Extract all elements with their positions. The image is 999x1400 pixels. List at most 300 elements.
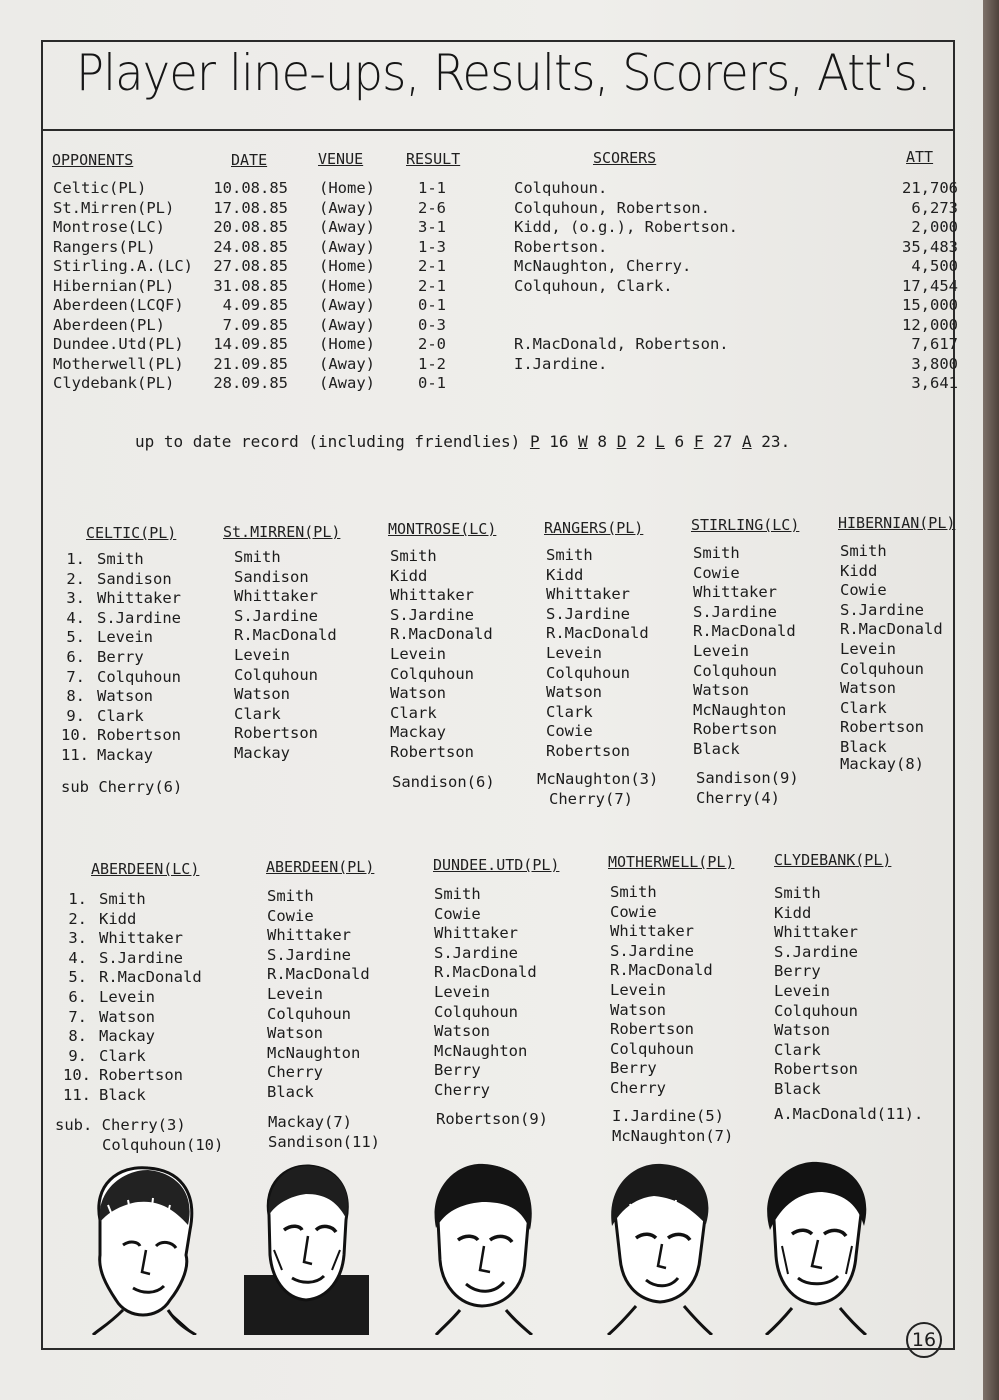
player-name: Berry bbox=[97, 647, 144, 666]
lineup-player bbox=[546, 585, 649, 605]
lineup-players bbox=[434, 885, 537, 1101]
lineup-number: 11. bbox=[61, 745, 89, 764]
player-name: R.MacDonald bbox=[434, 963, 537, 982]
lineup-player bbox=[693, 564, 796, 584]
player-name: Sandison bbox=[234, 567, 309, 586]
player-name: Clark bbox=[546, 702, 593, 721]
lineup-player bbox=[840, 718, 943, 738]
player-name: R.MacDonald bbox=[99, 968, 202, 987]
player-name: Watson bbox=[97, 687, 153, 706]
player-name: Colquhoun bbox=[546, 663, 630, 682]
result-date: 20.08.85 bbox=[213, 218, 288, 236]
player-name: Clark bbox=[840, 698, 887, 717]
lineup-number: 5. bbox=[68, 968, 87, 987]
player-name: Levein bbox=[99, 987, 155, 1006]
lineup-player bbox=[434, 983, 537, 1003]
player-name: R.MacDonald bbox=[840, 620, 943, 639]
player-name: Whittaker bbox=[99, 929, 183, 948]
lineup-player bbox=[267, 965, 370, 985]
player-portrait-2 bbox=[244, 1160, 369, 1335]
player-name: Smith bbox=[434, 885, 481, 903]
sub-line bbox=[392, 772, 495, 792]
lineup-player bbox=[390, 704, 493, 724]
player-name: Cowie bbox=[840, 581, 887, 600]
player-portrait-1 bbox=[78, 1160, 208, 1335]
player-name: McNaughton bbox=[267, 1043, 361, 1062]
player-name: Colquhoun bbox=[774, 1001, 858, 1020]
lineup-player bbox=[610, 1040, 713, 1060]
lineup-player bbox=[693, 662, 796, 682]
lineup-player bbox=[63, 949, 202, 969]
lineup-player bbox=[693, 544, 796, 564]
lineup-player bbox=[267, 1063, 370, 1083]
lineup-player bbox=[61, 589, 181, 609]
result-attendance: 15,000 bbox=[902, 296, 958, 314]
player-name: Robertson bbox=[234, 724, 318, 743]
player-name: Smith bbox=[97, 550, 144, 568]
player-name: Cherry bbox=[610, 1078, 666, 1097]
player-name: Colquhoun bbox=[267, 1004, 351, 1023]
lineup-player bbox=[546, 605, 649, 625]
lineup-player bbox=[390, 743, 493, 763]
header-opponents: OPPONENTS bbox=[52, 151, 134, 169]
player-name: S.Jardine bbox=[99, 948, 183, 967]
lineup-player bbox=[774, 962, 858, 982]
player-name: Clark bbox=[97, 706, 144, 725]
player-name: Colquhoun bbox=[693, 661, 777, 680]
lineup-player bbox=[61, 687, 181, 707]
result-date: 28.09.85 bbox=[213, 374, 288, 392]
lineup-player bbox=[61, 550, 181, 570]
player-name: Sandison bbox=[97, 569, 172, 588]
lineup-player bbox=[234, 685, 337, 705]
lineup-player bbox=[434, 1022, 537, 1042]
lineup-player bbox=[434, 1003, 537, 1023]
lineup-player bbox=[234, 587, 337, 607]
lineup-player bbox=[610, 903, 713, 923]
player-name: S.Jardine bbox=[267, 945, 351, 964]
lineup-player bbox=[390, 665, 493, 685]
lineup-player bbox=[390, 567, 493, 587]
result-opponent: Hibernian(PL) bbox=[53, 276, 175, 295]
player-name: Whittaker bbox=[693, 583, 777, 602]
player-name: Colquhoun bbox=[390, 664, 474, 683]
lineup-player bbox=[434, 905, 537, 925]
result-venue: (Home) bbox=[319, 335, 375, 353]
lineup-player bbox=[267, 926, 370, 946]
result-attendance: 2,000 bbox=[911, 218, 958, 236]
lineup-player bbox=[61, 628, 181, 648]
player-name: Kidd bbox=[774, 903, 812, 922]
player-name: R.MacDonald bbox=[610, 961, 713, 980]
player-name: Levein bbox=[97, 628, 153, 647]
player-name: McNaughton bbox=[693, 700, 787, 719]
player-name: R.MacDonald bbox=[267, 965, 370, 984]
player-name: Watson bbox=[840, 679, 896, 698]
record-prefix: up to date record (including friendlies) bbox=[135, 432, 521, 451]
lineup-player bbox=[610, 942, 713, 962]
sub-label: sub. bbox=[55, 1116, 102, 1134]
sub-line bbox=[537, 769, 658, 789]
sub-player: McNaughton(3) bbox=[537, 770, 659, 788]
sub-player: Sandison(6) bbox=[392, 773, 495, 791]
lineup-player bbox=[267, 907, 370, 927]
result-opponent: Rangers(PL) bbox=[53, 237, 156, 256]
record-f-label: F bbox=[693, 432, 704, 451]
lineup-player bbox=[61, 668, 181, 688]
player-name: Smith bbox=[546, 546, 593, 564]
lineup-player bbox=[610, 1020, 713, 1040]
lineup-player bbox=[693, 681, 796, 701]
lineup-player bbox=[840, 699, 943, 719]
player-name: Whittaker bbox=[234, 587, 318, 606]
lineup-player bbox=[63, 1047, 202, 1067]
player-name: S.Jardine bbox=[693, 602, 777, 621]
lineup-number: 2. bbox=[66, 569, 85, 588]
lineup-number: 10. bbox=[61, 726, 89, 745]
lineup-player bbox=[61, 570, 181, 590]
player-name: Robertson bbox=[390, 742, 474, 761]
sub-line bbox=[55, 1135, 223, 1155]
lineup-player bbox=[693, 622, 796, 642]
result-scorers: R.MacDonald, Robertson. bbox=[514, 335, 729, 353]
lineup-number: 1. bbox=[66, 550, 85, 568]
lineup-player bbox=[774, 923, 858, 943]
player-name: R.MacDonald bbox=[546, 624, 649, 643]
result-scorers: Colquhoun, Clark. bbox=[514, 276, 673, 295]
lineup-player bbox=[840, 679, 943, 699]
result-score: 1-2 bbox=[418, 354, 446, 373]
lineup-player bbox=[546, 703, 649, 723]
player-name: S.Jardine bbox=[97, 608, 181, 627]
sub-player: Colquhoun(10) bbox=[102, 1136, 224, 1154]
lineup-players bbox=[693, 544, 796, 760]
sub-player: Cherry(7) bbox=[549, 790, 633, 808]
record-d-label: D bbox=[616, 432, 627, 451]
lineup-player bbox=[840, 562, 943, 582]
lineup-player bbox=[63, 1027, 202, 1047]
result-opponent: Dundee.Utd(PL) bbox=[53, 335, 184, 353]
record-won: 8 bbox=[597, 432, 608, 451]
lineup-player bbox=[267, 946, 370, 966]
lineup-player bbox=[546, 722, 649, 742]
result-attendance: 21,706 bbox=[902, 179, 958, 197]
lineup-player bbox=[267, 1024, 370, 1044]
lineup-player bbox=[390, 547, 493, 567]
player-name: Levein bbox=[693, 641, 749, 660]
lineup-player bbox=[693, 583, 796, 603]
lineup-player bbox=[63, 929, 202, 949]
player-name: Black bbox=[693, 739, 740, 758]
result-venue: (Home) bbox=[319, 276, 375, 295]
lineup-player bbox=[267, 1083, 370, 1103]
lineup-player bbox=[234, 626, 337, 646]
lineup-subs bbox=[55, 1115, 223, 1155]
lineup-player bbox=[267, 985, 370, 1005]
lineup-header: DUNDEE.UTD(PL) bbox=[433, 856, 560, 874]
lineup-player bbox=[434, 924, 537, 944]
lineup-player bbox=[267, 1044, 370, 1064]
player-name: Berry bbox=[610, 1059, 657, 1078]
lineup-player bbox=[63, 988, 202, 1008]
result-score: 2-1 bbox=[418, 257, 446, 275]
lineup-header: CLYDEBANK(PL) bbox=[774, 851, 892, 869]
player-name: Robertson bbox=[774, 1060, 858, 1079]
result-opponent: Clydebank(PL) bbox=[53, 374, 175, 392]
lineup-header: ABERDEEN(PL) bbox=[266, 858, 375, 876]
player-name: Cowie bbox=[434, 904, 481, 923]
player-name: Kidd bbox=[390, 566, 428, 585]
player-name: S.Jardine bbox=[234, 606, 318, 625]
record-p-label: P bbox=[529, 432, 540, 451]
lineup-player bbox=[840, 601, 943, 621]
sub-line bbox=[436, 1109, 548, 1129]
lineup-player bbox=[63, 1066, 202, 1086]
lineup-player bbox=[546, 624, 649, 644]
sub-player: A.MacDonald(11). bbox=[774, 1105, 924, 1123]
lineup-subs bbox=[696, 768, 799, 808]
player-name: Smith bbox=[610, 883, 657, 901]
result-venue: (Away) bbox=[319, 374, 375, 392]
lineup-player bbox=[840, 640, 943, 660]
player-name: Levein bbox=[610, 980, 666, 999]
player-name: S.Jardine bbox=[390, 605, 474, 624]
player-name: Watson bbox=[693, 681, 749, 700]
player-name: Watson bbox=[390, 684, 446, 703]
lineup-player bbox=[63, 1086, 202, 1106]
result-venue: (Home) bbox=[319, 179, 375, 197]
player-name: Colquhoun bbox=[97, 667, 181, 686]
player-name: Colquhoun bbox=[840, 659, 924, 678]
player-name: Whittaker bbox=[774, 923, 858, 942]
lineup-subs bbox=[612, 1106, 733, 1146]
sub-line bbox=[268, 1112, 380, 1132]
result-opponent: Motherwell(PL) bbox=[53, 354, 184, 373]
lineup-player bbox=[63, 910, 202, 930]
player-name: Watson bbox=[546, 683, 602, 702]
lineup-number: 9. bbox=[66, 706, 85, 725]
lineup-number: 2. bbox=[68, 909, 87, 928]
player-name: Berry bbox=[774, 962, 821, 981]
lineup-player bbox=[434, 1061, 537, 1081]
lineup-player bbox=[546, 742, 649, 762]
result-venue: (Away) bbox=[319, 198, 375, 217]
lineup-player bbox=[390, 625, 493, 645]
player-name: Smith bbox=[390, 547, 437, 565]
sub-line bbox=[612, 1126, 733, 1146]
lineup-header: STIRLING(LC) bbox=[691, 516, 800, 534]
result-score: 0-3 bbox=[418, 315, 446, 334]
player-name: Watson bbox=[267, 1024, 323, 1043]
result-attendance: 4,500 bbox=[911, 257, 958, 275]
player-name: Black bbox=[267, 1082, 314, 1101]
header-result: RESULT bbox=[406, 150, 461, 168]
player-name: Mackay bbox=[99, 1027, 155, 1046]
lineup-number: 11. bbox=[63, 1085, 91, 1104]
lineup-player bbox=[610, 961, 713, 981]
player-name: Kidd bbox=[840, 561, 878, 580]
lineup-subs bbox=[537, 769, 658, 809]
player-name: R.MacDonald bbox=[390, 625, 493, 644]
lineup-player bbox=[390, 606, 493, 626]
lineup-player bbox=[390, 586, 493, 606]
lineup-player bbox=[774, 1002, 858, 1022]
player-name: Smith bbox=[774, 884, 821, 902]
lineup-player bbox=[774, 884, 858, 904]
player-name: Levein bbox=[434, 982, 490, 1001]
player-name: Robertson bbox=[693, 720, 777, 739]
lineup-player bbox=[610, 981, 713, 1001]
lineup-number: 3. bbox=[68, 929, 87, 948]
result-attendance: 6,273 bbox=[911, 198, 958, 217]
record-drawn: 2 bbox=[635, 432, 646, 451]
lineup-player bbox=[546, 566, 649, 586]
lineup-number: 10. bbox=[63, 1066, 91, 1085]
lineup-number: 8. bbox=[66, 687, 85, 706]
header-scorers: SCORERS bbox=[593, 149, 657, 167]
lineup-player bbox=[610, 1059, 713, 1079]
player-name: Whittaker bbox=[434, 924, 518, 943]
result-venue: (Home) bbox=[319, 257, 375, 275]
lineup-player bbox=[434, 1042, 537, 1062]
lineup-player bbox=[610, 922, 713, 942]
player-name: Levein bbox=[390, 644, 446, 663]
player-name: Robertson bbox=[97, 726, 181, 745]
player-portrait-3 bbox=[420, 1160, 545, 1335]
lineup-player bbox=[434, 1081, 537, 1101]
record-for: 27 bbox=[713, 432, 733, 451]
lineup-player bbox=[63, 890, 202, 910]
player-name: Black bbox=[774, 1079, 821, 1098]
player-portrait-4 bbox=[596, 1160, 721, 1335]
result-opponent: Aberdeen(LCQF) bbox=[53, 296, 184, 314]
lineup-subs bbox=[840, 754, 924, 774]
player-name: Cowie bbox=[610, 902, 657, 921]
lineup-players bbox=[61, 550, 181, 766]
result-opponent: Aberdeen(PL) bbox=[53, 315, 165, 334]
player-name: Mackay bbox=[234, 743, 290, 762]
player-name: Smith bbox=[840, 542, 887, 560]
lineup-number: 1. bbox=[68, 890, 87, 908]
season-record bbox=[135, 432, 790, 451]
player-name: Whittaker bbox=[97, 589, 181, 608]
player-name: Cowie bbox=[267, 906, 314, 925]
result-date: 17.08.85 bbox=[213, 198, 288, 217]
lineup-header: MOTHERWELL(PL) bbox=[608, 853, 735, 871]
result-score: 3-1 bbox=[418, 218, 446, 236]
lineup-players bbox=[234, 548, 337, 764]
lineup-player bbox=[774, 1021, 858, 1041]
lineup-header: RANGERS(PL) bbox=[544, 519, 644, 537]
lineup-subs bbox=[774, 1104, 923, 1124]
sub-player: Cherry(4) bbox=[696, 789, 780, 807]
lineup-subs bbox=[268, 1112, 380, 1152]
lineup-number: 6. bbox=[68, 987, 87, 1006]
player-name: Robertson bbox=[840, 718, 924, 737]
player-name: Cowie bbox=[546, 722, 593, 741]
lineup-player bbox=[390, 723, 493, 743]
player-name: Clark bbox=[390, 703, 437, 722]
lineup-subs bbox=[61, 777, 182, 797]
result-opponent: Stirling.A.(LC) bbox=[53, 257, 193, 275]
lineup-player bbox=[774, 1080, 858, 1100]
header-att: ATT bbox=[906, 148, 934, 166]
lineup-player bbox=[840, 581, 943, 601]
sub-line bbox=[612, 1106, 733, 1126]
result-date: 24.08.85 bbox=[213, 237, 288, 256]
lineup-number: 4. bbox=[68, 948, 87, 967]
result-opponent: Montrose(LC) bbox=[53, 218, 165, 236]
result-venue: (Away) bbox=[319, 354, 375, 373]
lineup-player bbox=[840, 542, 943, 562]
lineup-player bbox=[546, 546, 649, 566]
player-name: Smith bbox=[693, 544, 740, 562]
player-name: R.MacDonald bbox=[234, 626, 337, 645]
lineup-player bbox=[234, 744, 337, 764]
result-venue: (Away) bbox=[319, 237, 375, 256]
player-name: Whittaker bbox=[546, 585, 630, 604]
lineup-player bbox=[234, 548, 337, 568]
player-name: S.Jardine bbox=[840, 600, 924, 619]
player-name: Clark bbox=[774, 1040, 821, 1059]
result-scorers: I.Jardine. bbox=[514, 354, 608, 373]
player-name: Watson bbox=[610, 1000, 666, 1019]
player-name: Whittaker bbox=[390, 586, 474, 605]
sub-player: Cherry(3) bbox=[101, 1116, 186, 1134]
lineup-player bbox=[693, 720, 796, 740]
player-name: Kidd bbox=[99, 909, 137, 928]
player-name: Clark bbox=[234, 704, 281, 723]
lineup-player bbox=[693, 740, 796, 760]
sub-line bbox=[61, 777, 182, 797]
player-name: Colquhoun bbox=[234, 665, 318, 684]
player-name: Watson bbox=[234, 685, 290, 704]
result-date: 7.09.85 bbox=[222, 315, 288, 334]
sub-player: Cherry(6) bbox=[98, 778, 183, 796]
lineup-player bbox=[774, 1041, 858, 1061]
player-name: Berry bbox=[434, 1061, 481, 1080]
result-score: 1-3 bbox=[418, 237, 446, 256]
result-attendance: 35,483 bbox=[902, 237, 958, 256]
result-attendance: 3,641 bbox=[911, 374, 958, 392]
lineup-player bbox=[63, 968, 202, 988]
player-name: Whittaker bbox=[267, 926, 351, 945]
lineup-player bbox=[234, 646, 337, 666]
result-date: 21.09.85 bbox=[213, 354, 288, 373]
header-venue: VENUE bbox=[318, 150, 364, 168]
result-scorers: Kidd, (o.g.), Robertson. bbox=[514, 218, 738, 236]
page-title: Player line-ups, Results, Scorers, Att's. bbox=[76, 44, 931, 102]
result-attendance: 3,800 bbox=[911, 354, 958, 373]
result-attendance: 7,617 bbox=[911, 335, 958, 353]
lineup-number: 6. bbox=[66, 647, 85, 666]
lineup-player bbox=[63, 1008, 202, 1028]
lineup-player bbox=[390, 684, 493, 704]
player-name: Levein bbox=[840, 639, 896, 658]
lineup-player bbox=[234, 568, 337, 588]
lineup-header: St.MIRREN(PL) bbox=[223, 523, 341, 541]
result-score: 1-1 bbox=[418, 179, 446, 197]
result-opponent: Celtic(PL) bbox=[53, 179, 147, 197]
player-name: Cherry bbox=[267, 1063, 323, 1082]
result-date: 14.09.85 bbox=[213, 335, 288, 353]
sub-player: I.Jardine(5) bbox=[612, 1107, 724, 1125]
lineup-player bbox=[61, 609, 181, 629]
sub-player: Robertson(9) bbox=[436, 1110, 548, 1128]
player-name: Watson bbox=[434, 1022, 490, 1041]
player-name: Levein bbox=[546, 643, 602, 662]
sub-line bbox=[840, 754, 924, 774]
